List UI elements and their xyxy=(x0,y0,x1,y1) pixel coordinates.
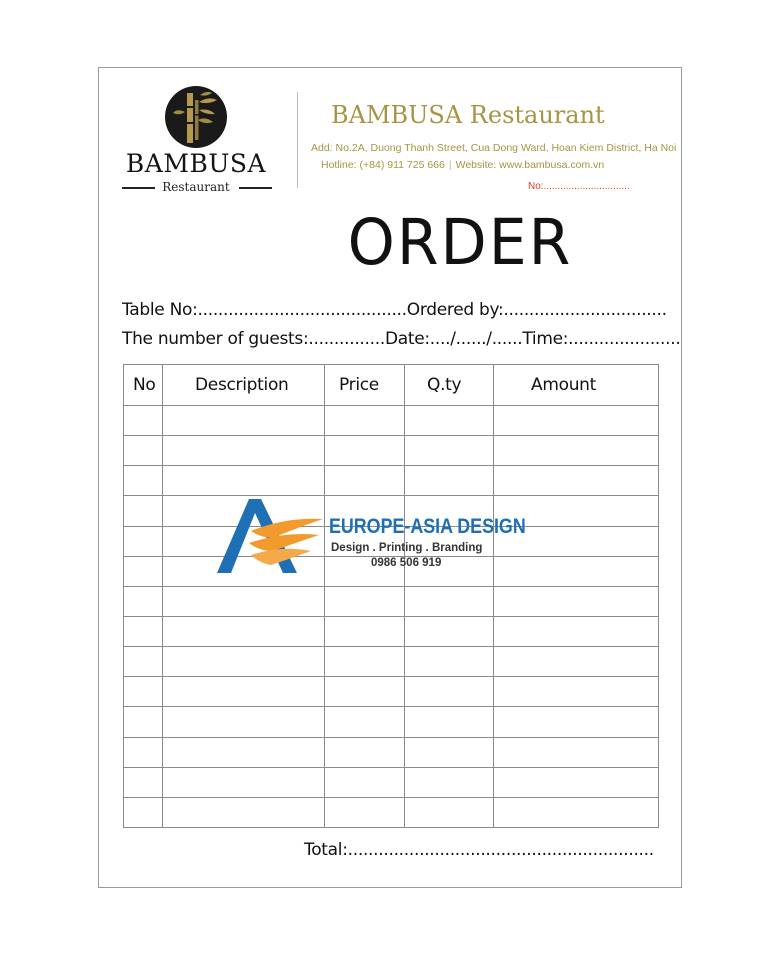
cell-price xyxy=(325,737,405,767)
table-row xyxy=(124,677,659,707)
hotline: Hotline: (+84) 911 725 666 xyxy=(321,159,445,171)
cell-price xyxy=(325,586,405,616)
watermark-phone: 0986 506 919 xyxy=(371,557,442,569)
restaurant-logo xyxy=(118,86,274,196)
order-title: ORDER xyxy=(347,205,573,281)
table-row xyxy=(124,586,659,616)
logo-subtitle-row xyxy=(118,181,274,195)
cell-description xyxy=(163,616,325,646)
guests-date-time-line: The number of guests:...............Date:..../....../......Time:...................... xyxy=(122,329,681,349)
cell-no xyxy=(124,526,163,556)
cell-no xyxy=(124,466,163,496)
cell-no xyxy=(124,616,163,646)
cell-no xyxy=(124,436,163,466)
cell-no xyxy=(124,586,163,616)
cell-amount xyxy=(494,466,659,496)
cell-no xyxy=(124,707,163,737)
logo-divider-right xyxy=(239,187,272,189)
cell-price xyxy=(325,707,405,737)
europe-asia-logo-icon xyxy=(215,497,327,575)
table-row xyxy=(124,737,659,767)
cell-price xyxy=(325,767,405,797)
cell-qty xyxy=(405,677,494,707)
contact-line xyxy=(321,159,604,171)
cell-amount xyxy=(494,406,659,436)
column-header-description: Description xyxy=(163,365,325,406)
total-line: Total:............................................................ xyxy=(304,840,654,860)
cell-price xyxy=(325,466,405,496)
cell-qty xyxy=(405,707,494,737)
table-row xyxy=(124,707,659,737)
cell-description xyxy=(163,797,325,827)
table-ordered-by-line: Table No:.........................................Ordered by:................................ xyxy=(122,300,667,320)
cell-price xyxy=(325,797,405,827)
cell-qty xyxy=(405,586,494,616)
cell-description xyxy=(163,647,325,677)
cell-no xyxy=(124,677,163,707)
bamboo-icon xyxy=(165,86,227,148)
cell-amount xyxy=(494,436,659,466)
column-header-no: No xyxy=(124,365,163,406)
cell-qty xyxy=(405,767,494,797)
watermark-name: EUROPE-ASIA DESIGN xyxy=(329,515,526,538)
cell-price xyxy=(325,616,405,646)
table-row xyxy=(124,647,659,677)
cell-no xyxy=(124,496,163,526)
cell-qty xyxy=(405,616,494,646)
table-row xyxy=(124,466,659,496)
cell-qty xyxy=(405,737,494,767)
cell-qty xyxy=(405,436,494,466)
table-row xyxy=(124,616,659,646)
cell-price xyxy=(325,406,405,436)
cell-qty xyxy=(405,466,494,496)
column-header-amount: Amount xyxy=(494,365,659,406)
table-row xyxy=(124,436,659,466)
cell-price xyxy=(325,647,405,677)
cell-no xyxy=(124,737,163,767)
cell-description xyxy=(163,677,325,707)
cell-amount xyxy=(494,737,659,767)
column-header-price: Price xyxy=(325,365,405,406)
cell-amount xyxy=(494,707,659,737)
cell-description xyxy=(163,737,325,767)
cell-description xyxy=(163,436,325,466)
cell-description xyxy=(163,586,325,616)
watermark xyxy=(215,497,525,577)
column-header-qty: Q.ty xyxy=(405,365,494,406)
cell-amount xyxy=(494,647,659,677)
cell-description xyxy=(163,767,325,797)
cell-no xyxy=(124,556,163,586)
header-divider xyxy=(297,92,298,188)
cell-qty xyxy=(405,797,494,827)
website: Website: www.bambusa.com.vn xyxy=(455,159,605,171)
cell-no xyxy=(124,647,163,677)
table-row xyxy=(124,797,659,827)
cell-amount xyxy=(494,586,659,616)
cell-price xyxy=(325,677,405,707)
cell-description xyxy=(163,707,325,737)
cell-no xyxy=(124,406,163,436)
cell-description xyxy=(163,466,325,496)
cell-qty xyxy=(405,406,494,436)
contact-separator: | xyxy=(448,159,452,171)
cell-qty xyxy=(405,647,494,677)
table-row xyxy=(124,406,659,436)
cell-no xyxy=(124,797,163,827)
restaurant-title: BAMBUSA Restaurant xyxy=(331,101,605,129)
order-items-table xyxy=(123,364,659,828)
table-row xyxy=(124,767,659,797)
cell-no xyxy=(124,767,163,797)
logo-name: BAMBUSA xyxy=(125,149,267,178)
cell-amount xyxy=(494,797,659,827)
cell-price xyxy=(325,436,405,466)
cell-description xyxy=(163,406,325,436)
cell-amount xyxy=(494,616,659,646)
table-header-row xyxy=(124,365,659,406)
cell-amount xyxy=(494,767,659,797)
cell-amount xyxy=(494,677,659,707)
watermark-tagline: Design . Printing . Branding xyxy=(331,542,483,554)
order-number-field: No:............................... xyxy=(528,181,630,192)
restaurant-address: Add: No.2A, Duong Thanh Street, Cua Dong Ward, Hoan Kiem District, Ha Noi xyxy=(311,142,677,154)
logo-subtitle: Restaurant xyxy=(162,180,230,194)
table-body xyxy=(124,406,659,828)
